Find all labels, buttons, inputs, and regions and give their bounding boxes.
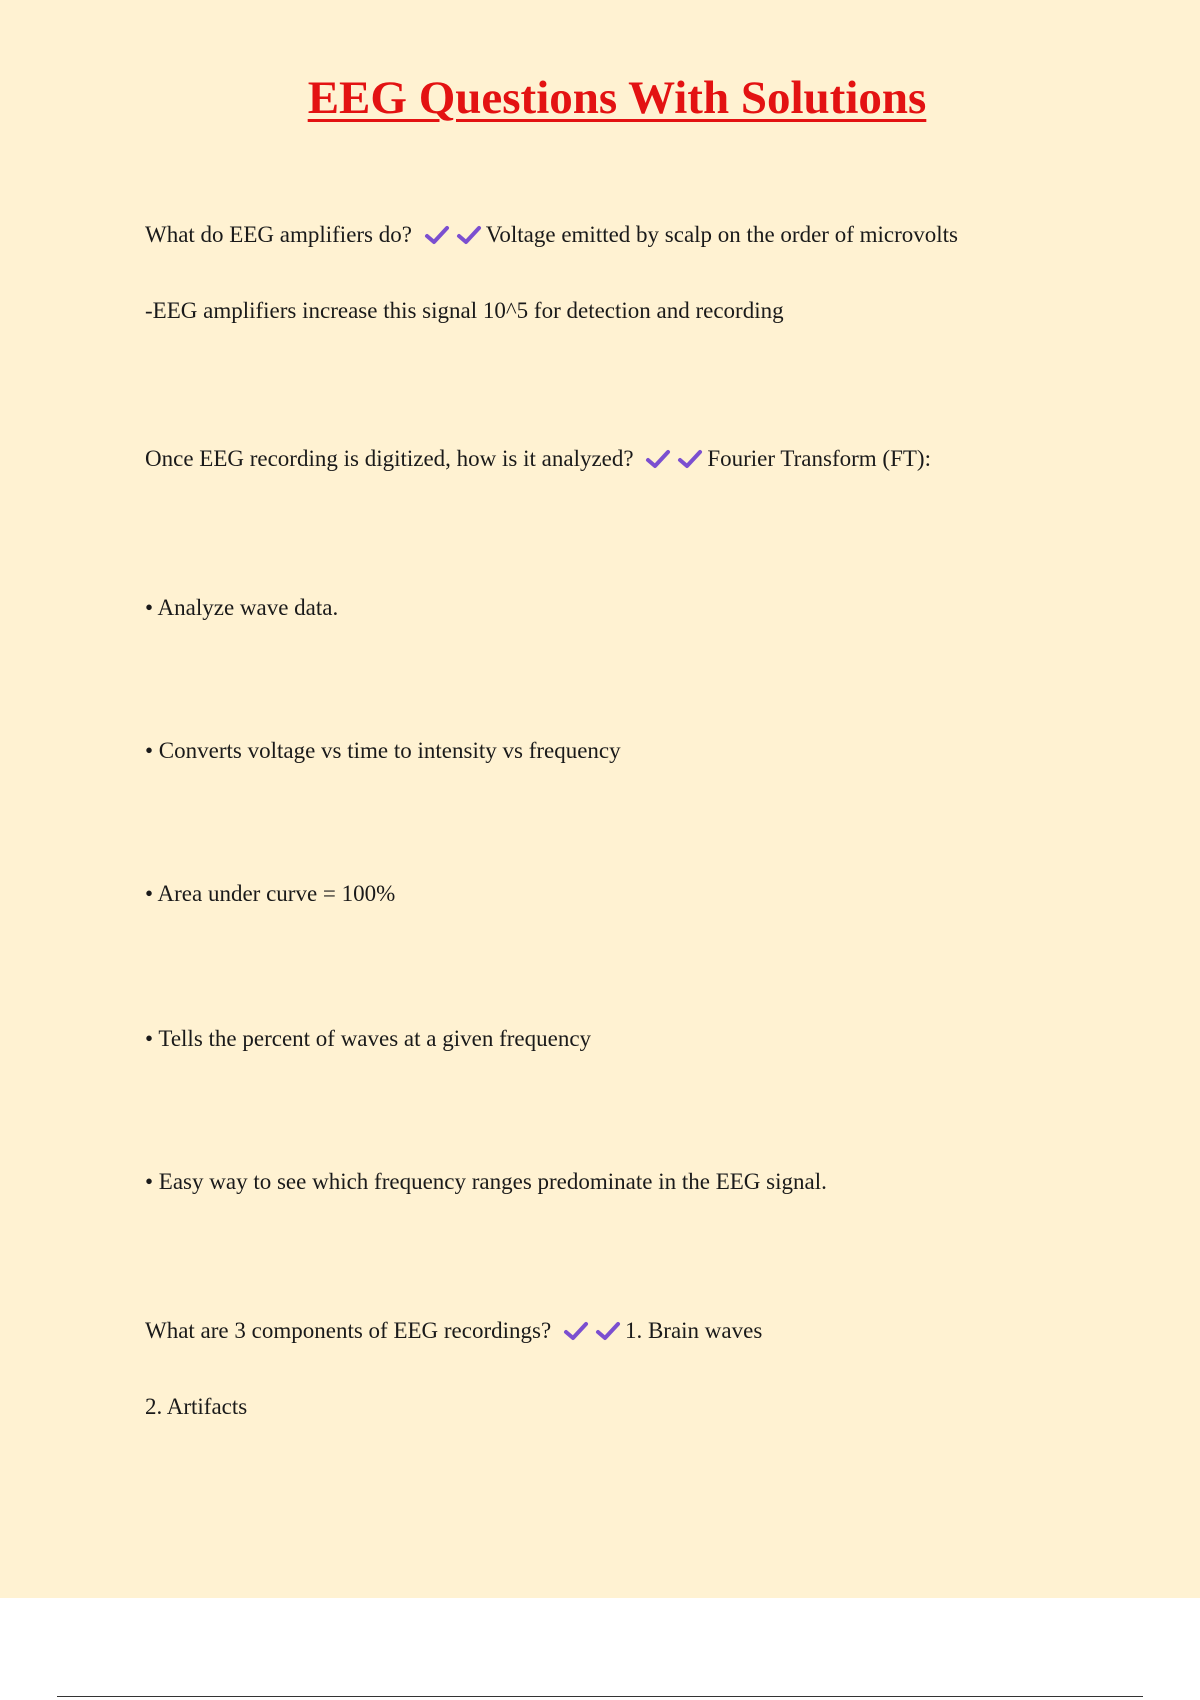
check-icon [595,1320,621,1342]
answer-text: Voltage emitted by scalp on the order of microvolts [485,222,958,247]
footer-divider [57,1696,1143,1697]
question-text: Once EEG recording is digitized, how is it analyzed? [145,446,634,471]
check-icon [645,448,671,470]
check-icon [424,224,450,246]
check-icon [677,448,703,470]
page-title: EEG Questions With Solutions [307,72,927,124]
qa-line-question-2 [145,444,931,474]
answer-text: Fourier Transform (FT): [707,446,931,471]
answer-continuation: -EEG amplifiers increase this signal 10^5 for detection and recording [145,298,784,323]
bullet-item: • Converts voltage vs time to intensity vs frequency [145,738,621,763]
bullet-item: • Easy way to see which frequency ranges predominate in the EEG signal. [145,1169,827,1194]
answer-text: 1. Brain waves [624,1318,763,1343]
qa-line-question-1 [145,220,958,250]
bullet-item: • Area under curve = 100% [145,881,396,906]
check-icon [456,224,482,246]
check-icon [563,1320,589,1342]
answer-continuation: 2. Artifacts [145,1394,248,1419]
qa-line-question-3 [145,1316,762,1346]
question-text: What are 3 components of EEG recordings? [145,1318,552,1343]
question-text: What do EEG amplifiers do? [145,222,412,247]
bullet-item: • Tells the percent of waves at a given frequency [145,1026,592,1051]
bullet-item: • Analyze wave data. [145,595,339,620]
